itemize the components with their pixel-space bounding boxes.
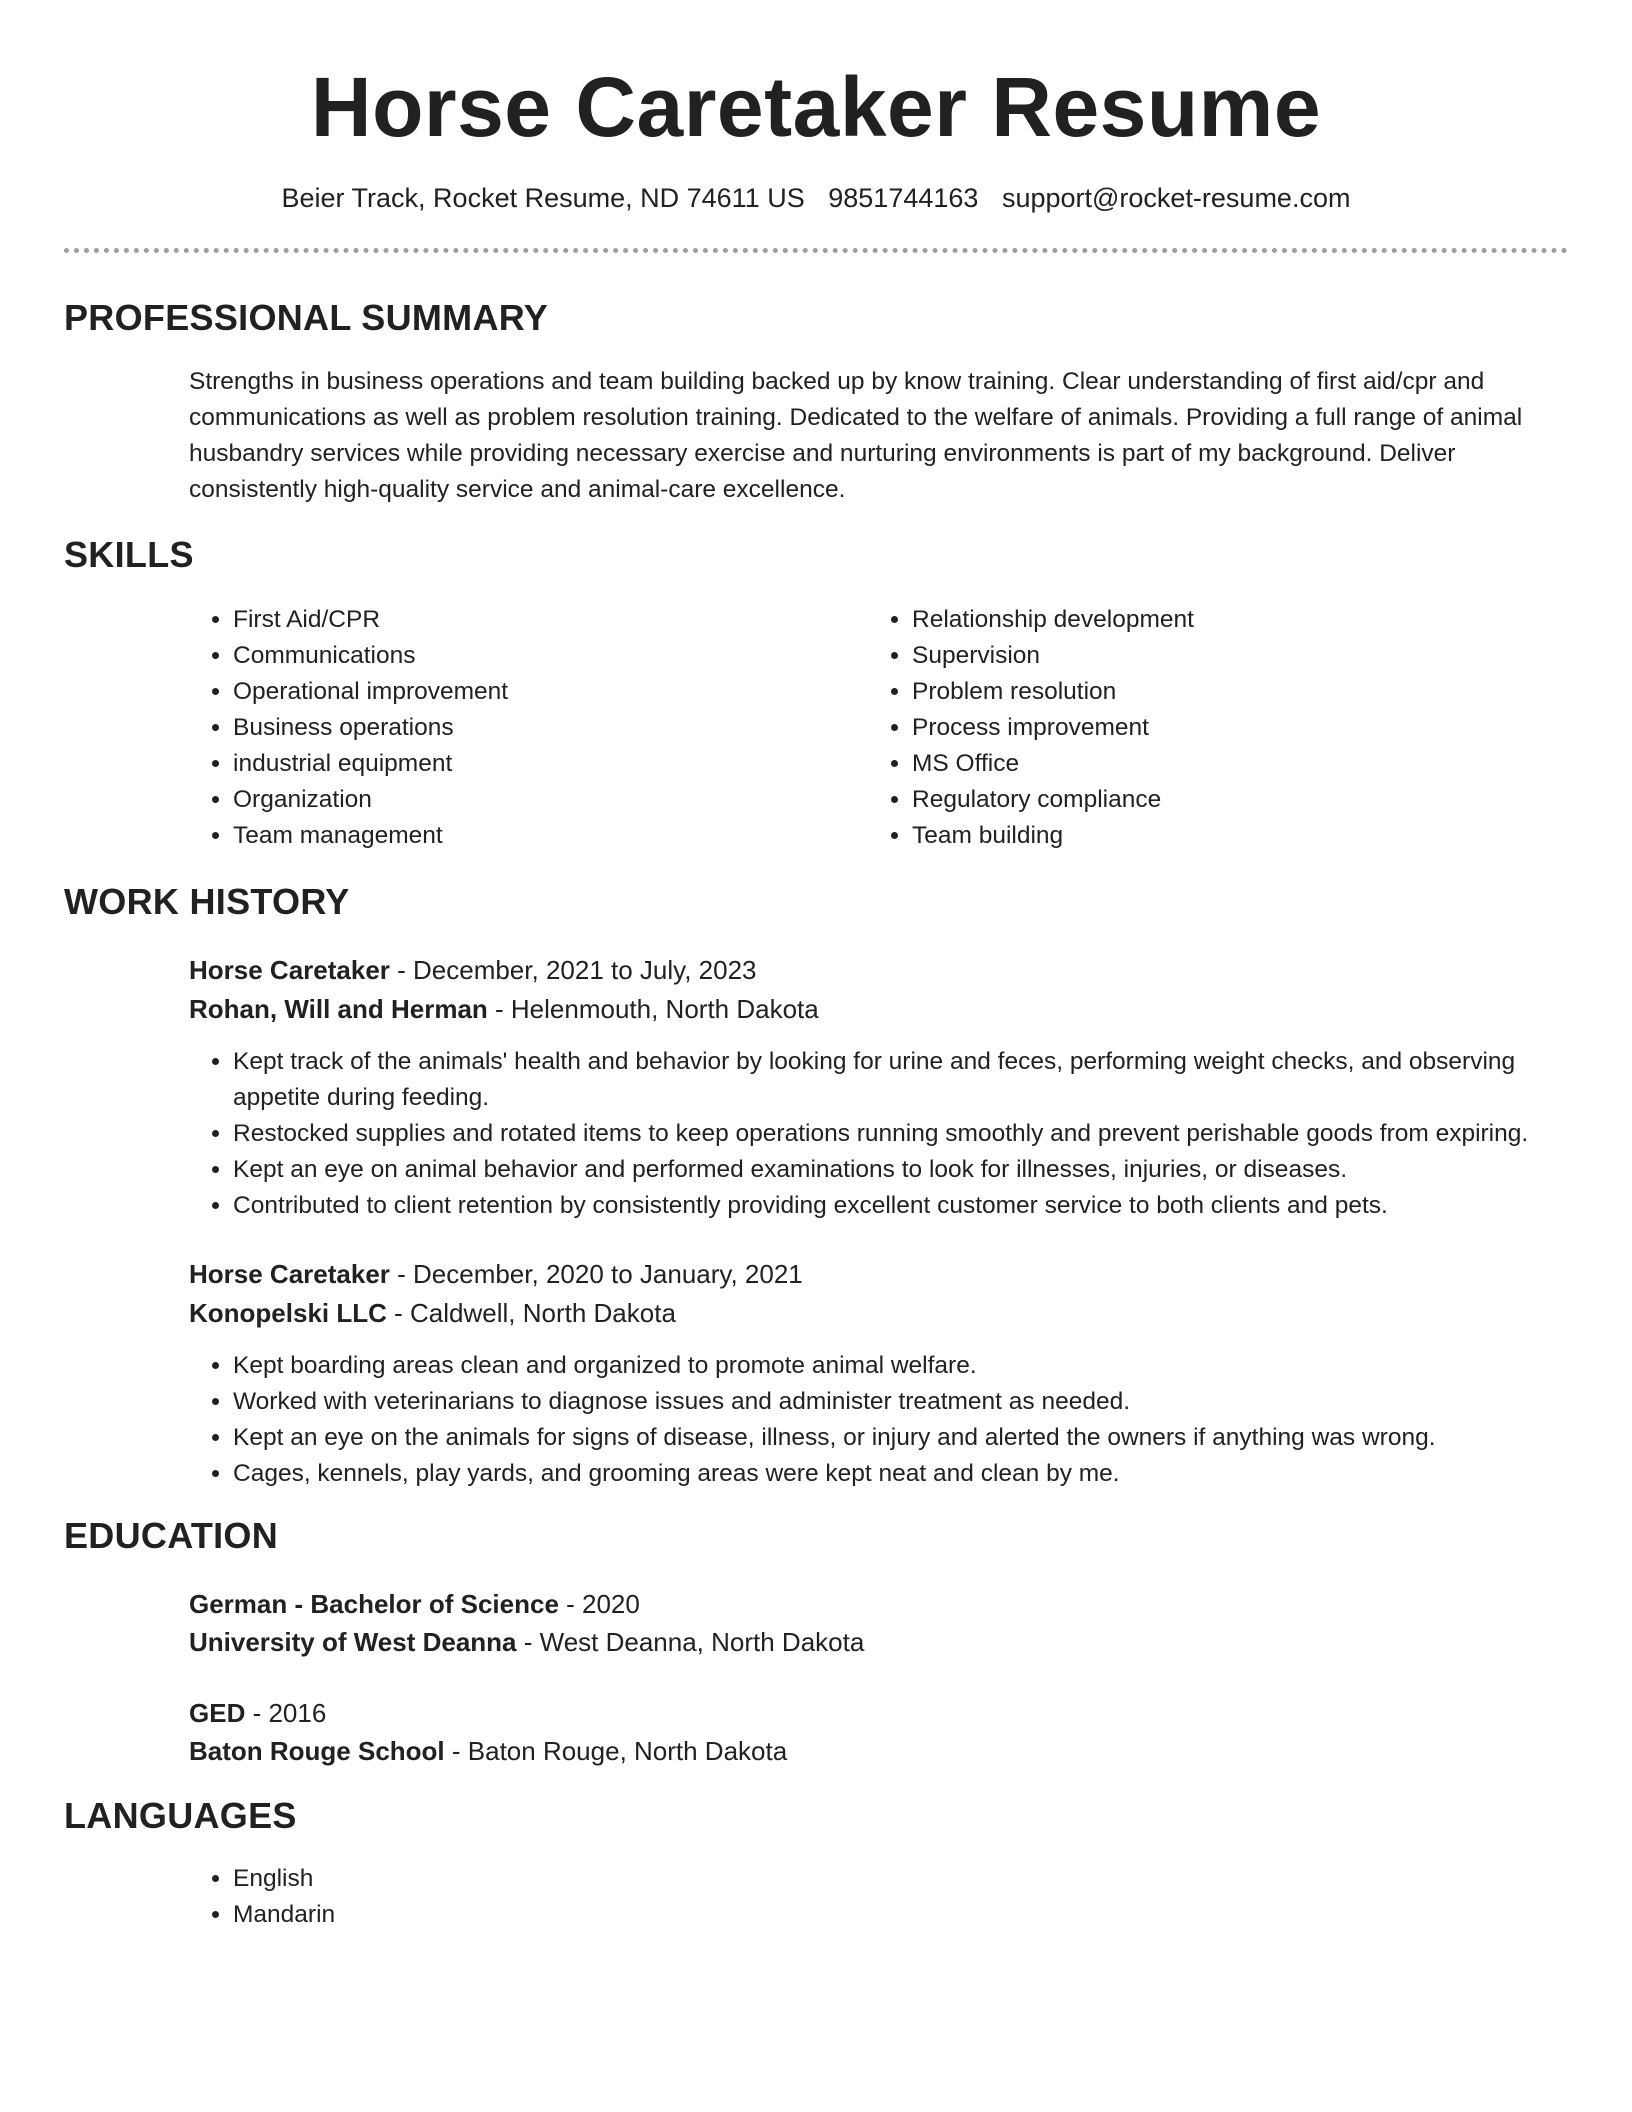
skill-item: • Communications bbox=[233, 638, 853, 674]
language-item: • Mandarin bbox=[233, 1897, 853, 1933]
skill-item: • Process improvement bbox=[912, 710, 1532, 746]
skill-item: • Regulatory compliance bbox=[912, 782, 1532, 818]
contact-address: Beier Track, Rocket Resume, ND 74611 US bbox=[281, 183, 805, 213]
degree-line bbox=[189, 1585, 640, 1623]
job-duty: • Contributed to client retention by consistently providing excellent customer service to both clients and pets. bbox=[233, 1188, 1608, 1224]
contact-line bbox=[0, 178, 1632, 218]
job-location: - Caldwell, North Dakota bbox=[386, 1298, 676, 1328]
skills-list-right bbox=[868, 602, 1532, 854]
section-heading-skills: SKILLS bbox=[64, 534, 194, 575]
contact-phone: 9851744163 bbox=[828, 183, 979, 213]
school-location: - West Deanna, North Dakota bbox=[516, 1627, 865, 1657]
job-duty: • Kept boarding areas clean and organized to promote animal welfare. bbox=[233, 1348, 1608, 1384]
contact-email: support@rocket-resume.com bbox=[1001, 183, 1351, 213]
summary-text: Strengths in business operations and team building backed up by know training. Clear understanding of first aid/cpr and communications as well as problem resolution training. Dedicated to the welfare of animals. Providing a full range of animal husbandry services while providing necessary exercise and nurturing environments is part of my background. Deliver consistently high-quality service and animal-care excellence. bbox=[189, 368, 1523, 503]
job-duties-list bbox=[189, 1348, 1608, 1492]
header-divider bbox=[64, 248, 1568, 253]
languages-list bbox=[189, 1861, 853, 1933]
resume-title: Horse Caretaker Resume bbox=[310, 60, 1322, 154]
skill-item: • Business operations bbox=[233, 710, 853, 746]
job-company: Rohan, Will and Herman bbox=[189, 994, 488, 1024]
degree-line bbox=[189, 1694, 326, 1732]
job-duty: • Kept an eye on animal behavior and performed examinations to look for illnesses, injuries, or diseases. bbox=[233, 1152, 1608, 1188]
section-heading-work-history: WORK HISTORY bbox=[64, 881, 350, 922]
job-title: Horse Caretaker bbox=[189, 1259, 390, 1289]
school-name: Baton Rouge School bbox=[189, 1736, 445, 1766]
section-heading-summary: PROFESSIONAL SUMMARY bbox=[64, 297, 549, 338]
job-title-line bbox=[189, 951, 757, 989]
skill-item: • Operational improvement bbox=[233, 674, 853, 710]
job-company-line bbox=[189, 990, 819, 1028]
job-company: Konopelski LLC bbox=[189, 1298, 387, 1328]
section-heading-languages: LANGUAGES bbox=[64, 1795, 297, 1836]
school-name: University of West Deanna bbox=[189, 1627, 517, 1657]
job-duty: • Kept an eye on the animals for signs of disease, illness, or injury and alerted the owners if anything was wrong. bbox=[233, 1420, 1608, 1456]
job-duty: • Worked with veterinarians to diagnose issues and administer treatment as needed. bbox=[233, 1384, 1608, 1420]
skill-item: • industrial equipment bbox=[233, 746, 853, 782]
job-duty: • Kept track of the animals' health and behavior by looking for urine and feces, performing weight checks, and observing appetite during feeding. bbox=[233, 1044, 1608, 1116]
skill-item: • Problem resolution bbox=[912, 674, 1532, 710]
skill-item: • Relationship development bbox=[912, 602, 1532, 638]
skill-item: • First Aid/CPR bbox=[233, 602, 853, 638]
skill-item: • Organization bbox=[233, 782, 853, 818]
job-duty: • Restocked supplies and rotated items to keep operations running smoothly and prevent perishable goods from expiring. bbox=[233, 1116, 1608, 1152]
job-dates: - December, 2021 to July, 2023 bbox=[389, 955, 757, 985]
graduation-year: - 2020 bbox=[558, 1589, 640, 1619]
section-heading-education: EDUCATION bbox=[64, 1515, 279, 1556]
skill-item: • Team building bbox=[912, 818, 1532, 854]
degree: German - Bachelor of Science bbox=[189, 1589, 559, 1619]
job-dates: - December, 2020 to January, 2021 bbox=[389, 1259, 803, 1289]
graduation-year: - 2016 bbox=[245, 1698, 327, 1728]
school-line bbox=[189, 1732, 787, 1770]
job-title: Horse Caretaker bbox=[189, 955, 390, 985]
degree: GED bbox=[189, 1698, 246, 1728]
skill-item: • Supervision bbox=[912, 638, 1532, 674]
skill-item: • Team management bbox=[233, 818, 853, 854]
school-location: - Baton Rouge, North Dakota bbox=[444, 1736, 788, 1766]
job-company-line bbox=[189, 1294, 676, 1332]
language-item: • English bbox=[233, 1861, 853, 1897]
school-line bbox=[189, 1623, 864, 1661]
job-duty: • Cages, kennels, play yards, and grooming areas were kept neat and clean by me. bbox=[233, 1456, 1608, 1492]
skill-item: • MS Office bbox=[912, 746, 1532, 782]
job-duties-list bbox=[189, 1044, 1608, 1224]
job-location: - Helenmouth, North Dakota bbox=[487, 994, 819, 1024]
skills-list-left bbox=[189, 602, 853, 854]
job-title-line bbox=[189, 1255, 803, 1293]
